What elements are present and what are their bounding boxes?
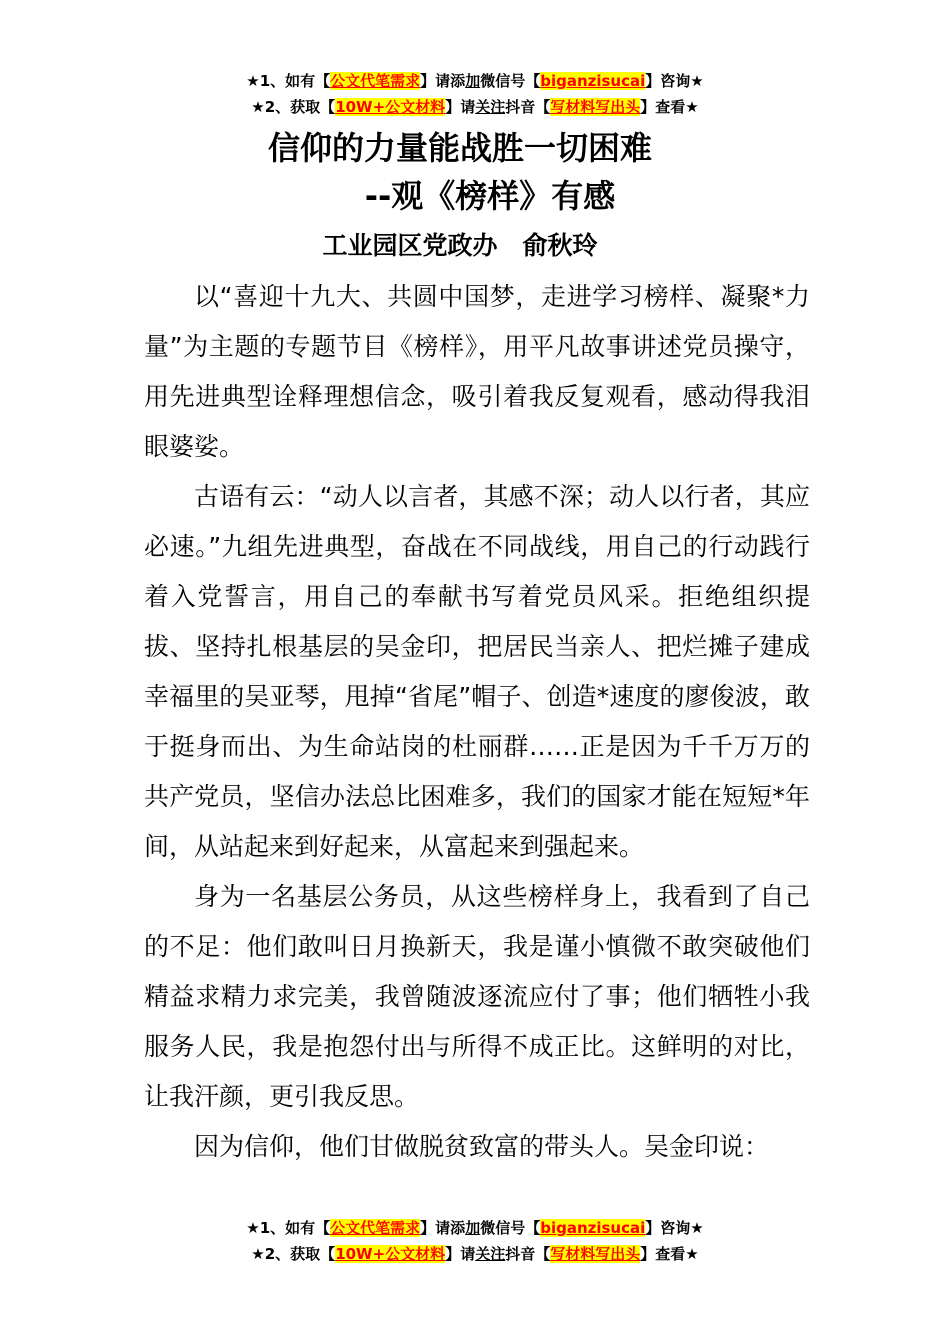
banner-text: ★2、获取【 (251, 98, 336, 116)
banner-text: 】请添 (420, 72, 466, 90)
banner-text: ★2、获取【 (251, 1245, 336, 1263)
banner-text: 】请 (445, 98, 476, 116)
paragraph: 身为一名基层公务员，从这些榜样身上，我看到了自己的不足：他们敢叫日月换新天，我是谨小慎微不敢突破他们精益求精力求完美，我曾随波逐流应付了事；他们牺牲小我服务人民，我是抱怨付出与所得不成正比。这鲜明的对比，让我汗颜，更引我反思。 (144, 882, 810, 1111)
banner-highlight: 写材料写出头 (550, 1245, 641, 1263)
paragraph: 古语有云：“动人以言者，其感不深；动人以行者，其应必速。”九组先进典型，奋战在不同战线，用自己的行动践行着入党誓言，用自己的奉献书写着党员风采。拒绝组织提拔、坚持扎根基层的吴金印，把居民当亲人、把烂摊子建成幸福里的吴亚琴，甩掉“省尾”帽子、创造*速度的廖俊波，敢于挺身而出、为生命站岗的杜丽群……正是因为千千万万的共产党员，坚信办法总比困难多，我们的国家才能在短短*年间，从站起来到好起来，从富起来到强起来。 (144, 482, 810, 861)
banner-underline: 关注 (475, 1245, 506, 1263)
banner-line-1 (0, 68, 950, 94)
article-body (144, 272, 810, 1172)
banner-text: 】咨询★ (645, 1219, 704, 1237)
banner-text: 】查看★ (640, 1245, 699, 1263)
banner-underline: 加 (465, 1219, 481, 1237)
footer-banner (0, 1215, 950, 1267)
header-banner (0, 68, 950, 120)
banner-underline: 加 (465, 72, 481, 90)
paragraph: 以“喜迎十九大、共圆中国梦，走进学习榜样、凝聚*力量”为主题的专题节目《榜样》，用平凡故事讲述党员操守，用先进典型诠释理想信念，吸引着我反复观看，感动得我泪眼婆娑。 (144, 282, 810, 461)
page-subtitle: --观《榜样》有感 (364, 177, 616, 215)
banner-highlight: 公文代笔需求 (330, 72, 421, 90)
banner-text: ★1、如有【 (246, 1219, 331, 1237)
banner-underline: 关注 (475, 98, 506, 116)
banner-text: 抖音【 (505, 98, 551, 116)
paragraph: 因为信仰，他们甘做脱贫致富的带头人。吴金印说： (194, 1132, 770, 1161)
banner-text: 】查看★ (640, 98, 699, 116)
banner-text: ★1、如有【 (246, 72, 331, 90)
banner-text: 】请添 (420, 1219, 466, 1237)
banner-highlight: 写材料写出头 (550, 98, 641, 116)
banner-text: 抖音【 (505, 1245, 551, 1263)
banner-highlight: 公文代笔需求 (330, 1219, 421, 1237)
banner-highlight: 10W+公文材料 (335, 1245, 446, 1263)
author-line: 工业园区党政办 俞秋玲 (322, 231, 598, 260)
banner-line-2 (0, 94, 950, 120)
banner-text: 微信号【 (480, 1219, 541, 1237)
banner-text: 】咨询★ (645, 72, 704, 90)
banner-text: 】请 (445, 1245, 476, 1263)
banner-highlight: biganzisucai (540, 72, 646, 90)
page-title: 信仰的力量能战胜一切困难 (267, 129, 652, 167)
banner-text: 微信号【 (480, 72, 541, 90)
banner-highlight: biganzisucai (540, 1219, 646, 1237)
banner-line-1 (0, 1215, 950, 1241)
banner-highlight: 10W+公文材料 (335, 98, 446, 116)
banner-line-2 (0, 1241, 950, 1267)
